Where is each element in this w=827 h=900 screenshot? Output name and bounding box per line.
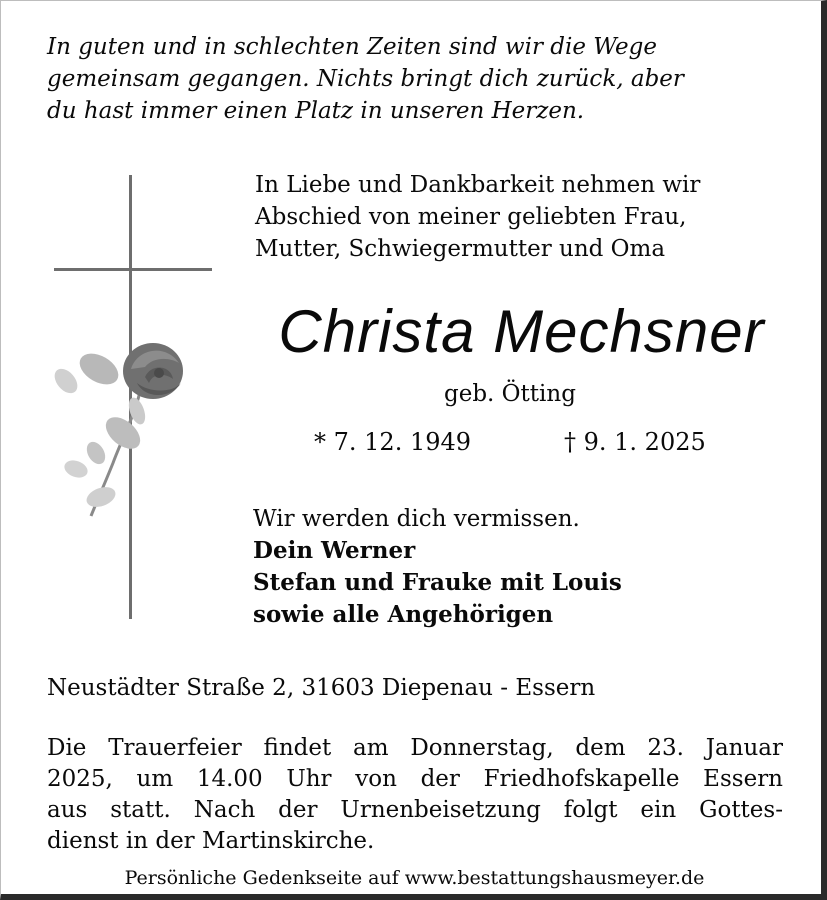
memorial-quote (47, 31, 787, 127)
death-date: † 9. 1. 2025 (564, 428, 706, 456)
cross-icon (54, 175, 212, 619)
mourner-line: Dein Werner (253, 537, 416, 564)
service-line: aus statt. Nach der Urnenbeisetzung folgt ein Gottes- (47, 797, 783, 823)
birth-date: * 7. 12. 1949 (314, 428, 472, 456)
mourners-block (253, 503, 622, 631)
intro-line: In Liebe und Dankbarkeit nehmen wir (255, 172, 701, 198)
mourner-line: Stefan und Frauke mit Louis (253, 569, 622, 596)
service-info (47, 733, 783, 857)
mourner-line: sowie alle Angehörigen (253, 601, 554, 628)
maiden-name: geb. Ötting (444, 381, 576, 407)
intro-text (255, 169, 700, 265)
service-line: Die Trauerfeier findet am Donnerstag, dem 23. Januar (47, 735, 783, 761)
intro-line: Mutter, Schwiegermutter und Oma (255, 236, 666, 262)
cross-with-rose (41, 171, 241, 631)
memorial-website: Persönliche Gedenkseite auf www.bestattungshausmeyer.de (124, 867, 705, 889)
closing-line: Wir werden dich vermissen. (253, 506, 580, 532)
quote-line: du hast immer einen Platz in unseren Herzen. (47, 98, 585, 124)
intro-line: Abschied von meiner geliebten Frau, (255, 204, 687, 230)
service-line: dienst in der Martinskirche. (47, 828, 375, 854)
quote-line: In guten und in schlechten Zeiten sind wir die Wege (47, 34, 657, 60)
address: Neustädter Straße 2, 31603 Diepenau - Essern (47, 675, 596, 701)
rose-icon (50, 343, 183, 516)
service-line: 2025, um 14.00 Uhr von der Friedhofskapelle Essern (47, 766, 783, 792)
deceased-name: Christa Mechsner (278, 298, 765, 365)
quote-line: gemeinsam gegangen. Nichts bringt dich zurück, aber (47, 66, 684, 92)
